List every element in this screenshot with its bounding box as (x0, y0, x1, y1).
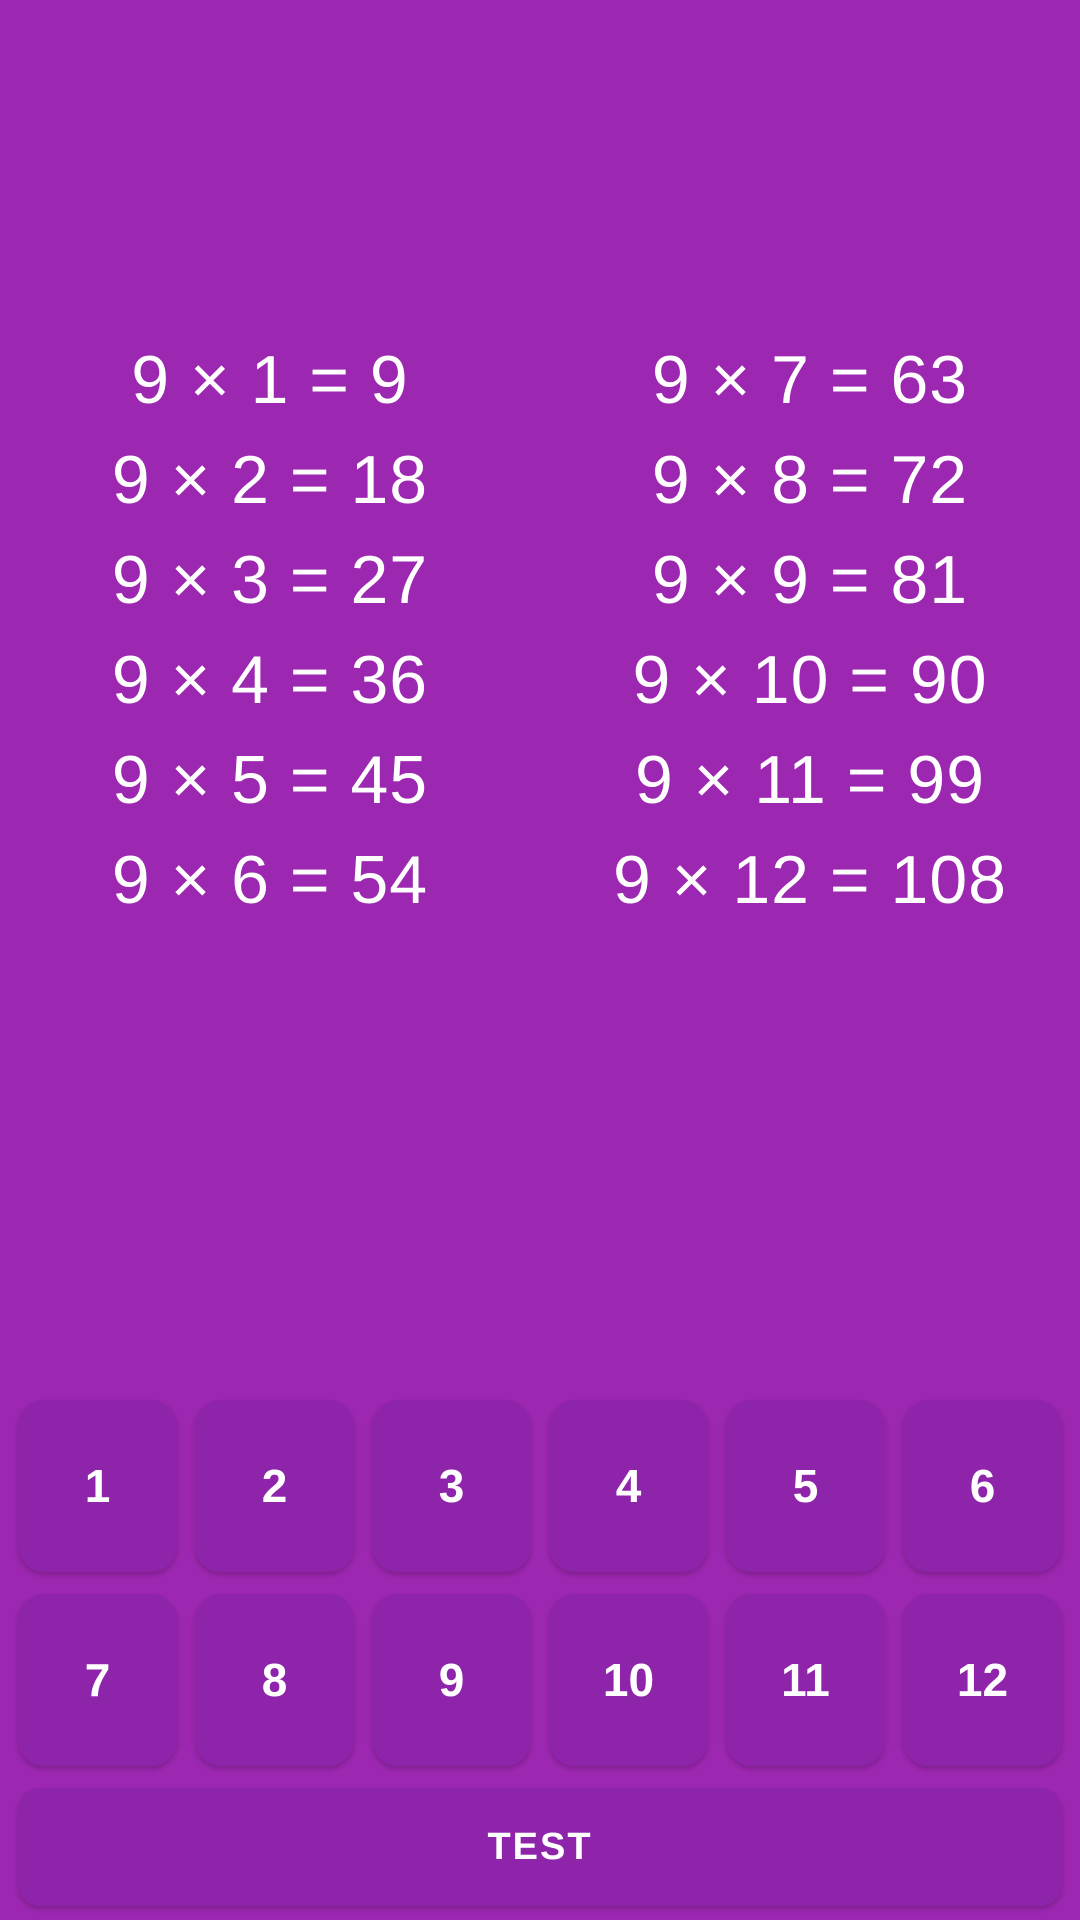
fact-row: 9 × 2 = 18 (111, 442, 429, 518)
fact-row: 9 × 3 = 27 (111, 542, 429, 618)
fact-row: 9 × 4 = 36 (111, 642, 429, 718)
fact-row: 9 × 10 = 90 (632, 642, 988, 718)
keypad-key-12[interactable]: 12 (903, 1594, 1062, 1766)
times-table-column-right (540, 330, 1080, 930)
keypad-key-2[interactable]: 2 (195, 1400, 354, 1572)
fact-row: 9 × 5 = 45 (111, 742, 429, 818)
keypad-key-6[interactable]: 6 (903, 1400, 1062, 1572)
number-keypad (0, 1400, 1080, 1920)
keypad-key-7[interactable]: 7 (18, 1594, 177, 1766)
test-button[interactable]: TEST (18, 1788, 1062, 1906)
keypad-key-3[interactable]: 3 (372, 1400, 531, 1572)
times-table-column-left (0, 330, 540, 930)
keypad-key-11[interactable]: 11 (726, 1594, 885, 1766)
keypad-key-5[interactable]: 5 (726, 1400, 885, 1572)
times-table-columns (0, 330, 1080, 930)
fact-row: 9 × 8 = 72 (651, 442, 969, 518)
fact-row: 9 × 6 = 54 (111, 842, 429, 918)
fact-row: 9 × 9 = 81 (651, 542, 969, 618)
fact-row: 9 × 7 = 63 (651, 342, 969, 418)
keypad-row-1 (18, 1400, 1062, 1572)
fact-row: 9 × 1 = 9 (131, 342, 409, 418)
fact-row: 9 × 12 = 108 (613, 842, 1007, 918)
keypad-key-9[interactable]: 9 (372, 1594, 531, 1766)
keypad-key-10[interactable]: 10 (549, 1594, 708, 1766)
keypad-key-8[interactable]: 8 (195, 1594, 354, 1766)
keypad-row-2 (18, 1594, 1062, 1766)
keypad-key-4[interactable]: 4 (549, 1400, 708, 1572)
keypad-key-1[interactable]: 1 (18, 1400, 177, 1572)
fact-row: 9 × 11 = 99 (634, 742, 986, 818)
